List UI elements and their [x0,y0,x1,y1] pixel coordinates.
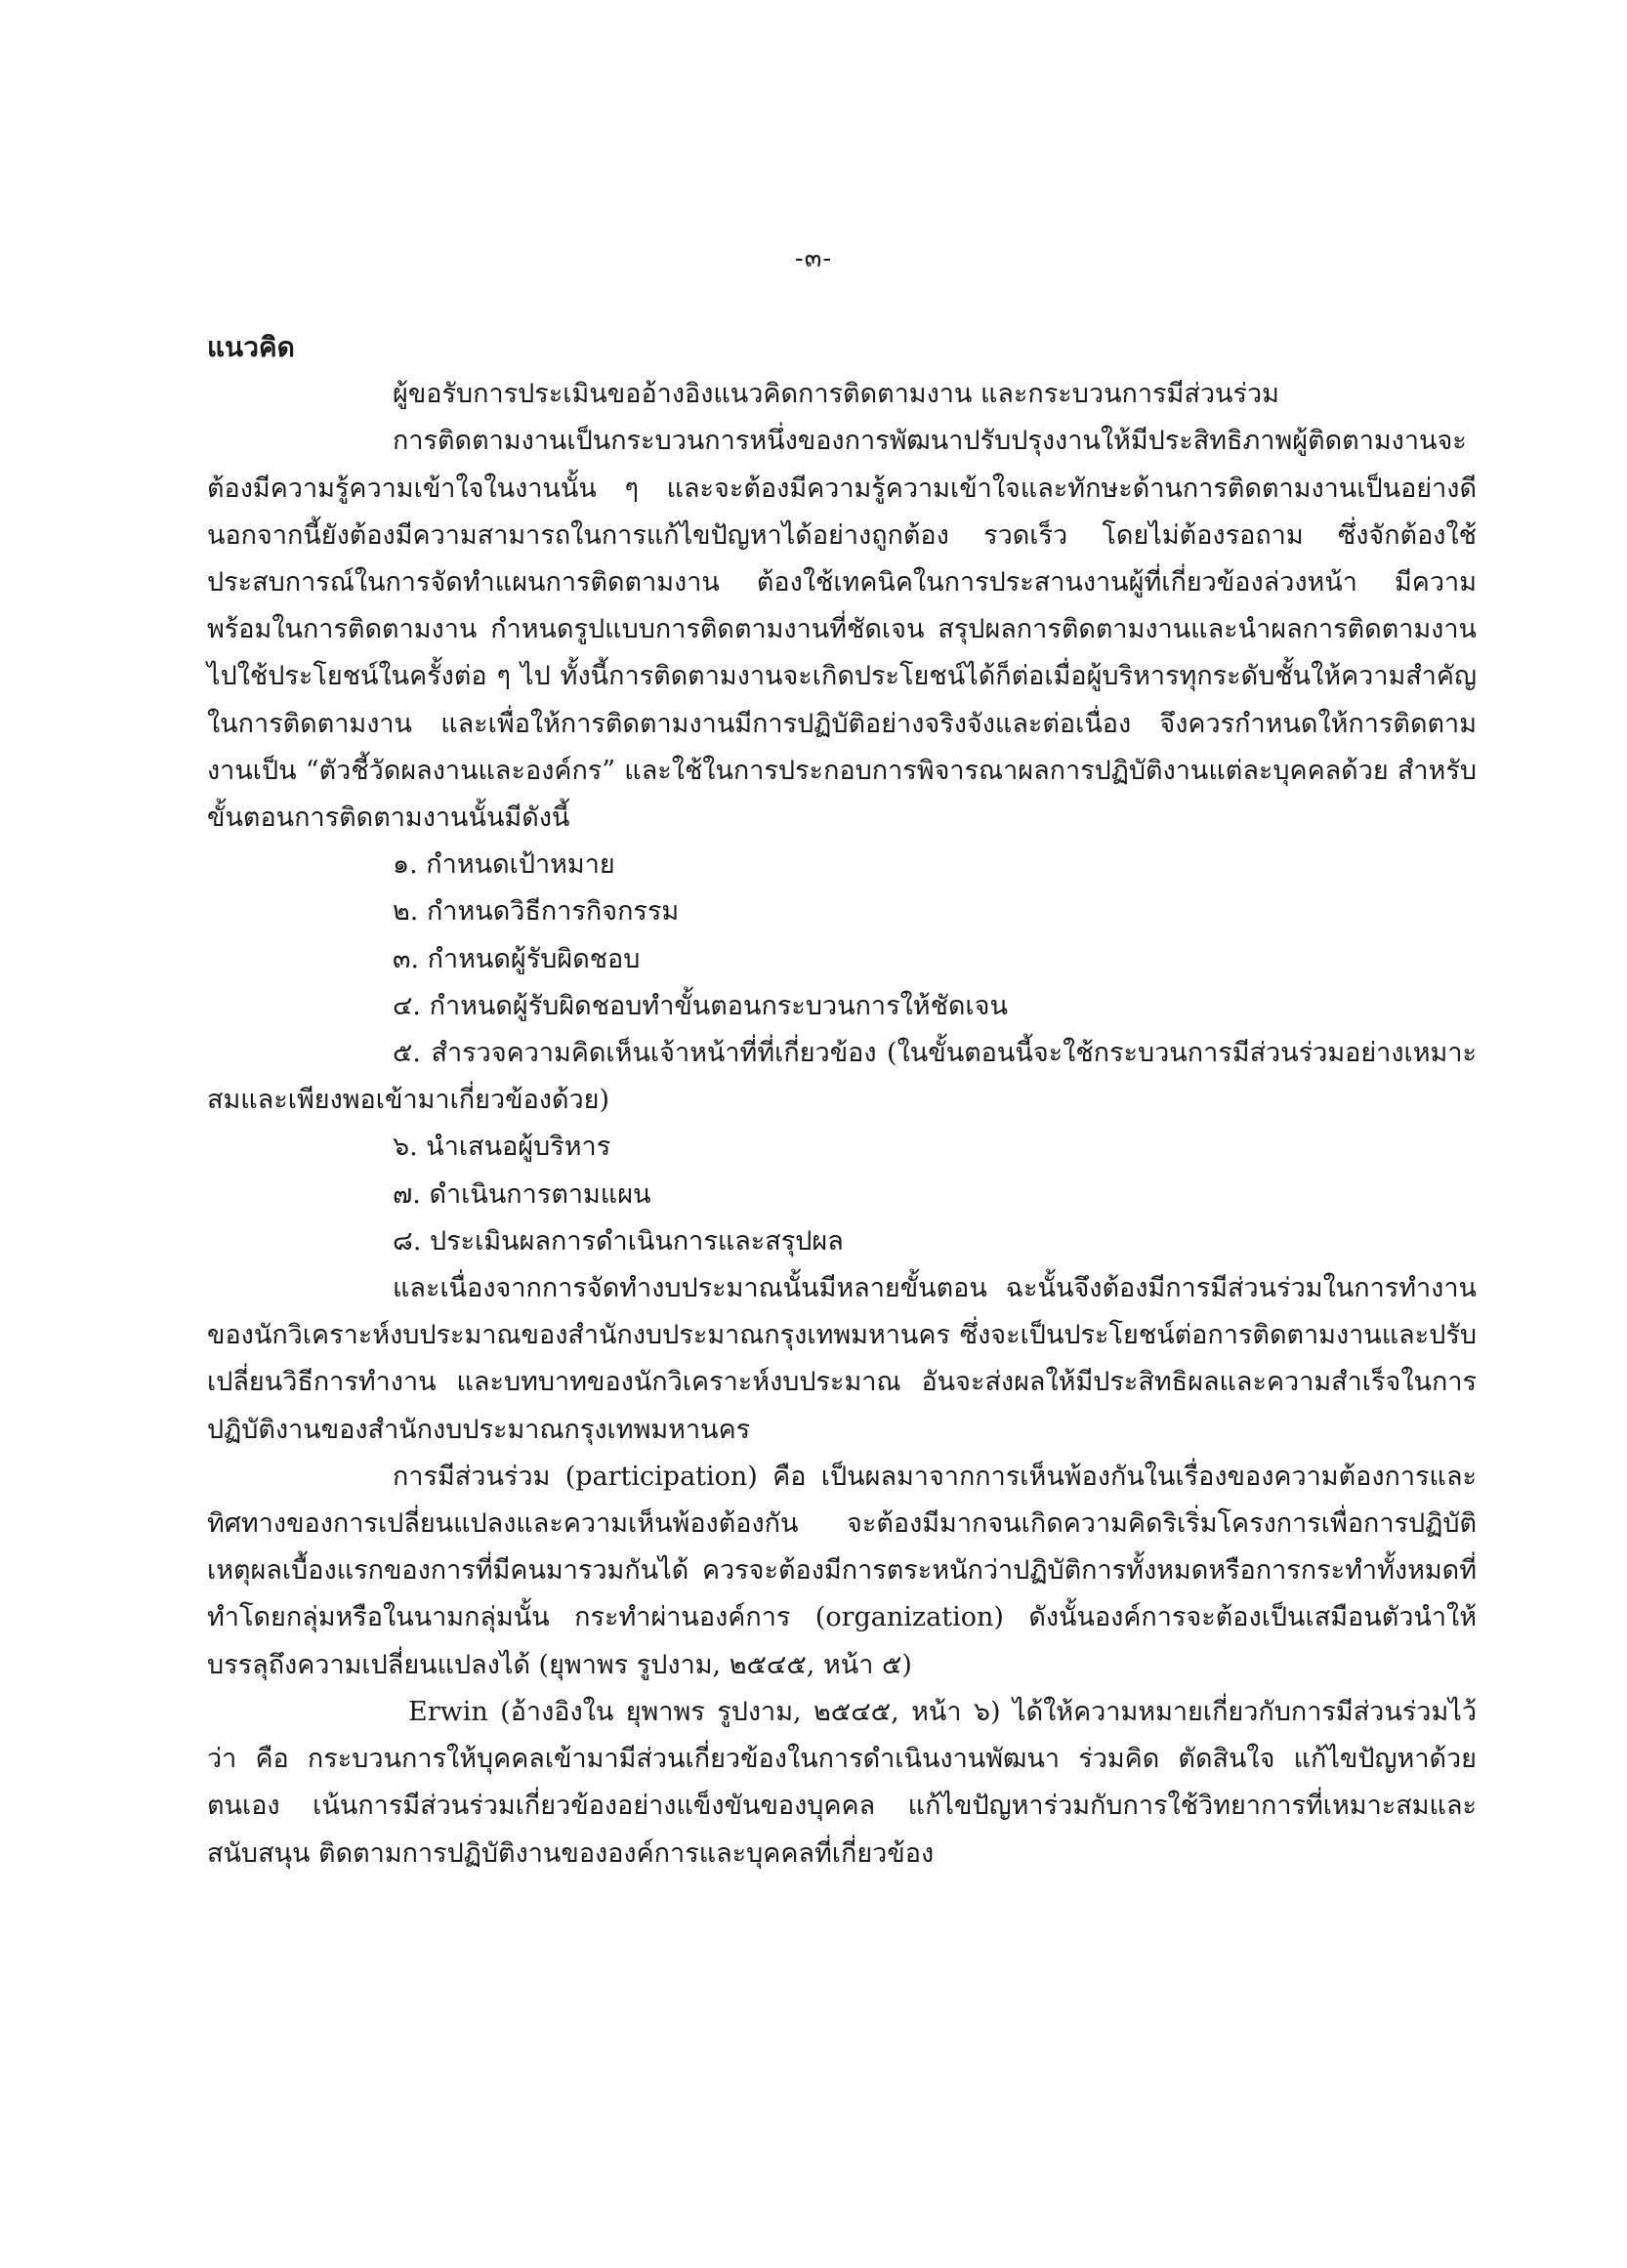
list-item: ๘. ประเมินผลการดำเนินการและสรุปผล [393,1225,844,1257]
steps-list [207,842,1477,1265]
participation-paragraph: การมีส่วนร่วม (participation) คือ เป็นผลมาจากการเห็นพ้องกันในเรื่องของความต้องการและทิศทางของการเปลี่ยนแปลงและความเห็นพ้องต้องกัน จะต้องมีมากจนเกิดความคิดริเริ่มโครงการเพื่อการปฏิบัติ เหตุผลเบื้องแรกของการที่มีคนมารวมกันได้ ควรจะต้องมีการตระหนักว่าปฏิบัติการทั้งหมดหรือการกระทำทั้งหมดที่ทำโดยกลุ่มหรือในนามกลุ่มนั้น กระทำผ่านองค์การ (organization) ดังนั้นองค์การจะต้องเป็นเสมือนตัวนำให้บรรลุถึงความเปลี่ยนแปลงได้ (ยุพาพร รูปงาม, ๒๕๔๕, หน้า ๕) [207,1461,1477,1680]
list-item: ๓. กำหนดผู้รับผิดชอบ [393,943,641,974]
section-heading: แนวคิด [207,331,295,363]
list-item: ๒. กำหนดวิธีการกิจกรรม [393,896,680,928]
list-item: ๔. กำหนดผู้รับผิดชอบทำขั้นตอนกระบวนการให้ชัดเจน [393,990,1008,1021]
list-item: ๑. กำหนดเป้าหมาย [393,849,615,881]
erwin-paragraph: Erwin (อ้างอิงใน ยุพาพร รูปงาม, ๒๕๔๕, หน้า ๖) ได้ให้ความหมายเกี่ยวกับการมีส่วนร่วมไว้ว่า คือ กระบวนการให้บุคคลเข้ามามีส่วนเกี่ยวข้องในการดำเนินงานพัฒนา ร่วมคิด ตัดสินใจ แก้ไขปัญหาด้วยตนเอง เน้นการมีส่วนร่วมเกี่ยวข้องอย่างแข็งขันของบุคคล แก้ไขปัญหาร่วมกับการใช้วิทยาการที่เหมาะสมและสนับสนุน ติดตามการปฏิบัติงานขององค์การและบุคคลที่เกี่ยวข้อง [207,1696,1477,1869]
list-item: ๖. นำเสนอผู้บริหาร [393,1132,611,1163]
document-body [207,324,1477,1877]
page-number: -๓- [794,244,833,273]
list-item: ๕. สำรวจความคิดเห็นเจ้าหน้าที่ที่เกี่ยวข้อง (ในขั้นตอนนี้จะใช้กระบวนการมีส่วนร่วมอย่างเหมาะสมและเพียงพอเข้ามาเกี่ยวข้องด้วย) [207,1038,1477,1116]
list-item: ๗. ดำเนินการตามแผน [393,1178,651,1210]
intro-paragraph: ผู้ขอรับการประเมินขออ้างอิงแนวคิดการติดตามงาน และกระบวนการมีส่วนร่วม [393,379,1279,410]
monitoring-paragraph: การติดตามงานเป็นกระบวนการหนึ่งของการพัฒนาปรับปรุงงานให้มีประสิทธิภาพผู้ติดตามงานจะต้องมีความรู้ความเข้าใจในงานนั้น ๆ และจะต้องมีความรู้ความเข้าใจและทักษะด้านการติดตามงานเป็นอย่างดี นอกจากนี้ยังต้องมีความสามารถในการแก้ไขปัญหาได้อย่างถูกต้อง รวดเร็ว โดยไม่ต้องรอถาม ซึ่งจักต้องใช้ประสบการณ์ในการจัดทำแผนการติดตามงาน ต้องใช้เทคนิคในการประสานงานผู้ที่เกี่ยวข้องล่วงหน้า มีความพร้อมในการติดตามงาน กำหนดรูปแบบการติดตามงานที่ชัดเจน สรุปผลการติดตามงานและนำผลการติดตามงานไปใช้ประโยชน์ในครั้งต่อ ๆ ไป ทั้งนี้การติดตามงานจะเกิดประโยชน์ได้ก็ต่อเมื่อผู้บริหารทุกระดับชั้นให้ความสำคัญในการติดตามงาน และเพื่อให้การติดตามงานมีการปฏิบัติอย่างจริงจังและต่อเนื่อง จึงควรกำหนดให้การติดตามงานเป็น “ตัวชี้วัดผลงานและองค์กร” และใช้ในการประกอบการพิจารณาผลการปฏิบัติงานแต่ละบุคคลด้วย สำหรับขั้นตอนการติดตามงานนั้นมีดังนี้ [207,426,1477,834]
budget-paragraph: และเนื่องจากการจัดทำงบประมาณนั้นมีหลายขั้นตอน ฉะนั้นจึงต้องมีการมีส่วนร่วมในการทำงานของนักวิเคราะห์งบประมาณของสำนักงบประมาณกรุงเทพมหานคร ซึ่งจะเป็นประโยชน์ต่อการติดตามงานและปรับเปลี่ยนวิธีการทำงาน และบทบาทของนักวิเคราะห์งบประมาณ อันจะส่งผลให้มีประสิทธิผลและความสำเร็จในการปฏิบัติงานของสำนักงบประมาณกรุงเทพมหานคร [207,1273,1477,1445]
